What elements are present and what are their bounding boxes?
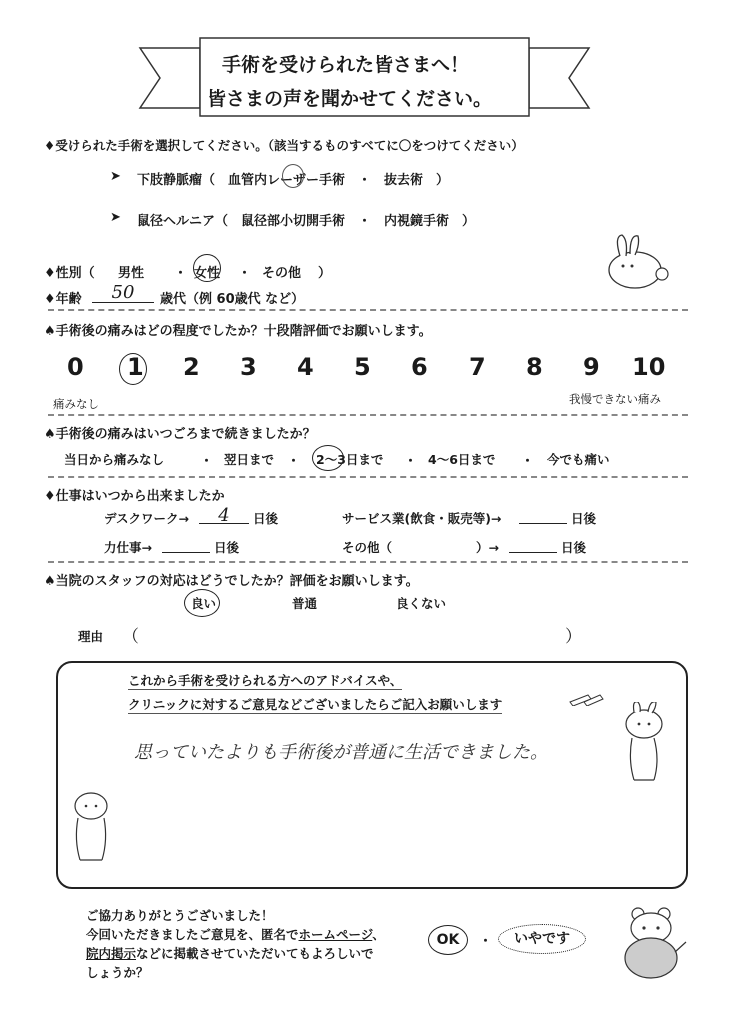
scale-5[interactable]: 5	[354, 353, 371, 381]
footer-thanks: ご協力ありがとうございました！	[86, 908, 274, 923]
footer-line4: しょうか？	[86, 965, 149, 980]
q1-label: ♦受けられた手術を選択してください。（該当するものすべてに〇をつけてください）	[44, 138, 524, 153]
footer-line2-text: 今回いただきましたご意見を、匿名で	[86, 927, 299, 942]
staff-good[interactable]: 良い	[191, 596, 217, 611]
desk-input[interactable]	[199, 505, 249, 524]
desk-value: 4	[218, 505, 230, 526]
desk-day-after: 日後	[253, 511, 279, 526]
physical-label: 力仕事→	[104, 540, 152, 555]
homepage-link[interactable]: ホームページ	[298, 927, 373, 942]
other-work-close: ）→	[476, 540, 499, 555]
q3-option-4-6days[interactable]: 4～6日まで	[428, 452, 496, 467]
reason-input[interactable]	[146, 620, 562, 644]
circle-mark-good	[184, 589, 220, 617]
q3-option-nextday[interactable]: 翌日まで	[224, 452, 275, 467]
q1-option-varicose[interactable]: 下肢静脈瘤（ 血管内レーザー手術 ・ 抜去術 ）	[137, 173, 450, 188]
gender-male[interactable]: 男性	[118, 266, 145, 281]
circle-mark-scale-1	[119, 353, 147, 385]
scale-9[interactable]: 9	[583, 353, 600, 381]
rabbit-illustration	[600, 232, 682, 292]
physical-day-after: 日後	[214, 540, 240, 555]
decline-label: いやです	[514, 931, 570, 947]
consent-sep: ・	[479, 934, 493, 949]
scale-7[interactable]: 7	[469, 353, 486, 381]
scale-6[interactable]: 6	[411, 353, 428, 381]
gender-sep-2: ・	[238, 266, 252, 281]
ok-label: OK	[436, 932, 460, 948]
physical-input[interactable]	[162, 534, 210, 553]
divider-1	[48, 309, 688, 311]
scale-1[interactable]: 1	[127, 353, 144, 381]
scale-10[interactable]: 10	[632, 353, 666, 381]
service-label: サービス業(飲食・販売等)→	[342, 511, 502, 526]
footer-line3-text: などに掲載させていただいてもよろしいで	[136, 946, 374, 961]
ok-button[interactable]	[428, 925, 468, 955]
service-day-after: 日後	[571, 511, 597, 526]
scale-max-label: 我慢できない痛み	[569, 392, 661, 406]
age-suffix: 歳代（例 60歳代 など）	[160, 292, 305, 307]
scale-2[interactable]: 2	[183, 353, 200, 381]
banner-title-line2: 皆さまの声を聞かせてください。	[207, 88, 493, 110]
q3-option-still[interactable]: 今でも痛い	[547, 452, 610, 467]
circle-mark-2-3days	[312, 445, 344, 471]
age-value: 50	[111, 282, 135, 303]
q1-arrow-1: ➤	[110, 169, 121, 184]
q3-sep-3: ・	[404, 454, 418, 469]
decline-button[interactable]	[498, 924, 586, 954]
divider-3	[48, 476, 688, 478]
q3-sep-2: ・	[287, 454, 301, 469]
reason-close: ）	[565, 627, 582, 647]
service-input[interactable]	[519, 505, 567, 524]
notice-board-link[interactable]: 院内掲示	[86, 946, 137, 961]
footer-comma: 、	[372, 927, 385, 942]
q3-option-2-3days[interactable]: 2～3日まで	[316, 452, 384, 467]
divider-4	[48, 561, 688, 563]
bear-mascot-illustration	[612, 906, 692, 980]
reason-label: 理由	[78, 629, 104, 644]
scale-0[interactable]: 0	[67, 353, 84, 381]
q2-label: ♠手術後の痛みはどの程度でしたか？十段階評価でお願いします。	[44, 324, 432, 339]
banner-title-line1: 手術を受けられた皆さまへ！	[222, 54, 470, 76]
gender-female[interactable]: 女性	[194, 266, 221, 281]
footer-line2	[86, 925, 385, 943]
q3-label: ♠手術後の痛みはいつごろまで続きましたか？	[44, 427, 316, 442]
other-work-label: その他（	[342, 540, 393, 555]
rabbit-illustration-standing	[614, 702, 674, 792]
q3-sep-1: ・	[200, 454, 214, 469]
q3-sep-4: ・	[521, 454, 535, 469]
rabbit-illustration-left	[66, 786, 116, 866]
pencil-icon	[568, 692, 604, 706]
gender-other[interactable]: その他	[262, 266, 302, 281]
staff-bad[interactable]: 良くない	[396, 596, 447, 611]
footer-line3	[86, 944, 374, 962]
age-label: ♦年齢	[44, 292, 82, 307]
advice-handwritten[interactable]: 思っていたよりも手術後が普通に生活できました。	[134, 742, 548, 763]
scale-3[interactable]: 3	[240, 353, 257, 381]
gender-close: ）	[318, 266, 332, 281]
other-work-day-after: 日後	[561, 540, 587, 555]
circle-mark-female	[193, 254, 221, 282]
reason-open: （	[122, 627, 139, 647]
gender-label: ♦性別（	[44, 266, 95, 281]
divider-2	[48, 414, 688, 416]
gender-sep-1: ・	[174, 266, 188, 281]
scale-8[interactable]: 8	[526, 353, 543, 381]
q5-label: ♠当院のスタッフの対応はどうでしたか？評価をお願いします。	[44, 574, 419, 589]
advice-line2: クリニックに対するご意見などございましたらご記入お願いします	[128, 697, 503, 712]
q1-option-hernia[interactable]: 鼠径ヘルニア（ 鼠径部小切開手術 ・ 内視鏡手術 ）	[137, 214, 476, 229]
scale-4[interactable]: 4	[297, 353, 314, 381]
scale-min-label: 痛みなし	[53, 397, 99, 411]
other-work-input[interactable]	[509, 534, 557, 553]
desk-label: デスクワーク→	[104, 511, 189, 526]
circle-mark-laser	[282, 164, 304, 188]
age-input[interactable]	[92, 282, 154, 303]
q1-arrow-2: ➤	[110, 210, 121, 225]
q4-label: ♦仕事はいつから出来ましたか	[44, 489, 225, 504]
q3-option-none[interactable]: 当日から痛みなし	[64, 452, 165, 467]
advice-line1: これから手術を受けられる方へのアドバイスや、	[128, 673, 403, 688]
staff-normal[interactable]: 普通	[292, 596, 318, 611]
